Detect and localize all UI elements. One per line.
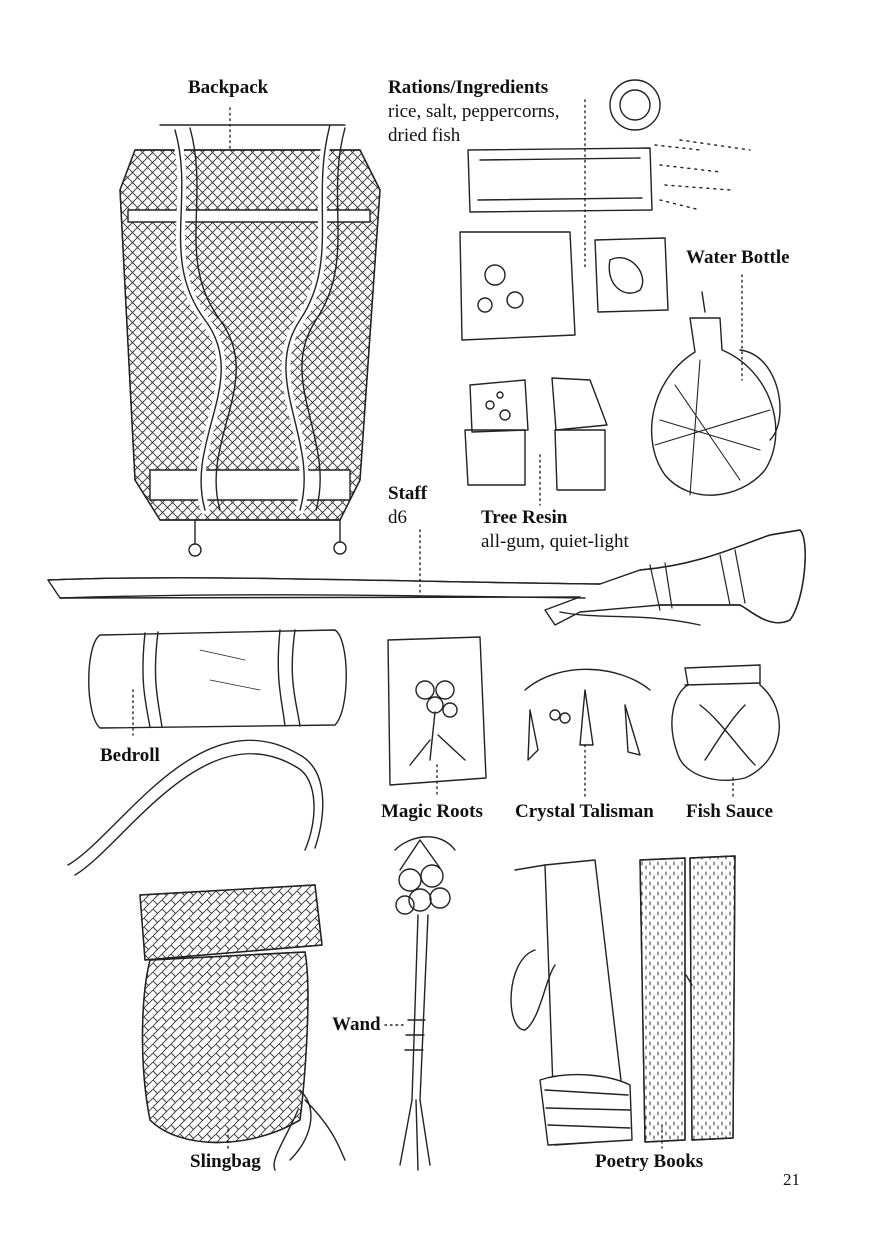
slingbag-label (190, 1150, 261, 1174)
magic-roots-title: Magic Roots (381, 801, 483, 822)
fish-sauce-label (686, 800, 773, 824)
rations-desc: rice, salt, peppercorns, (388, 101, 560, 122)
backpack-illustration (120, 108, 380, 556)
poetry-books-label (595, 1150, 703, 1174)
talisman-illustration (525, 669, 650, 800)
rations-desc2: dried fish (388, 125, 461, 146)
staff-title: Staff (388, 483, 428, 504)
wand-illustration (385, 837, 455, 1170)
backpack-label (188, 76, 268, 100)
tree-resin-title: Tree Resin (481, 507, 568, 528)
staff-desc: d6 (388, 507, 407, 528)
wand-title: Wand (332, 1014, 381, 1035)
resin-jars-illustration (465, 378, 607, 505)
backpack-title: Backpack (188, 77, 269, 98)
tree-resin-label (481, 506, 629, 554)
staff-label (388, 482, 427, 530)
bedroll-illustration (89, 630, 347, 735)
books-illustration (511, 856, 735, 1148)
rations-title: Rations/Ingredients (388, 77, 549, 98)
crystal-talisman-label (515, 800, 654, 824)
water-bottle-illustration (652, 275, 780, 495)
fish-sauce-title: Fish Sauce (686, 801, 774, 822)
poetry-books-title: Poetry Books (595, 1151, 704, 1172)
bedroll-title: Bedroll (100, 745, 160, 766)
page-number: 21 (783, 1170, 800, 1189)
tree-resin-desc: all-gum, quiet-light (481, 531, 629, 552)
fish-sauce-jar-illustration (672, 665, 779, 798)
bedroll-label (100, 744, 160, 768)
slingbag-title: Slingbag (190, 1151, 261, 1172)
staff-illustration (48, 530, 805, 625)
water-bottle-title: Water Bottle (686, 247, 790, 268)
crystal-talisman-title: Crystal Talisman (515, 801, 654, 822)
roots-pouch-illustration (388, 637, 486, 795)
magic-roots-label (381, 800, 483, 824)
slingbag-illustration (68, 740, 345, 1170)
wand-label (332, 1013, 381, 1037)
water-bottle-label (686, 246, 790, 270)
rations-label (388, 76, 559, 148)
